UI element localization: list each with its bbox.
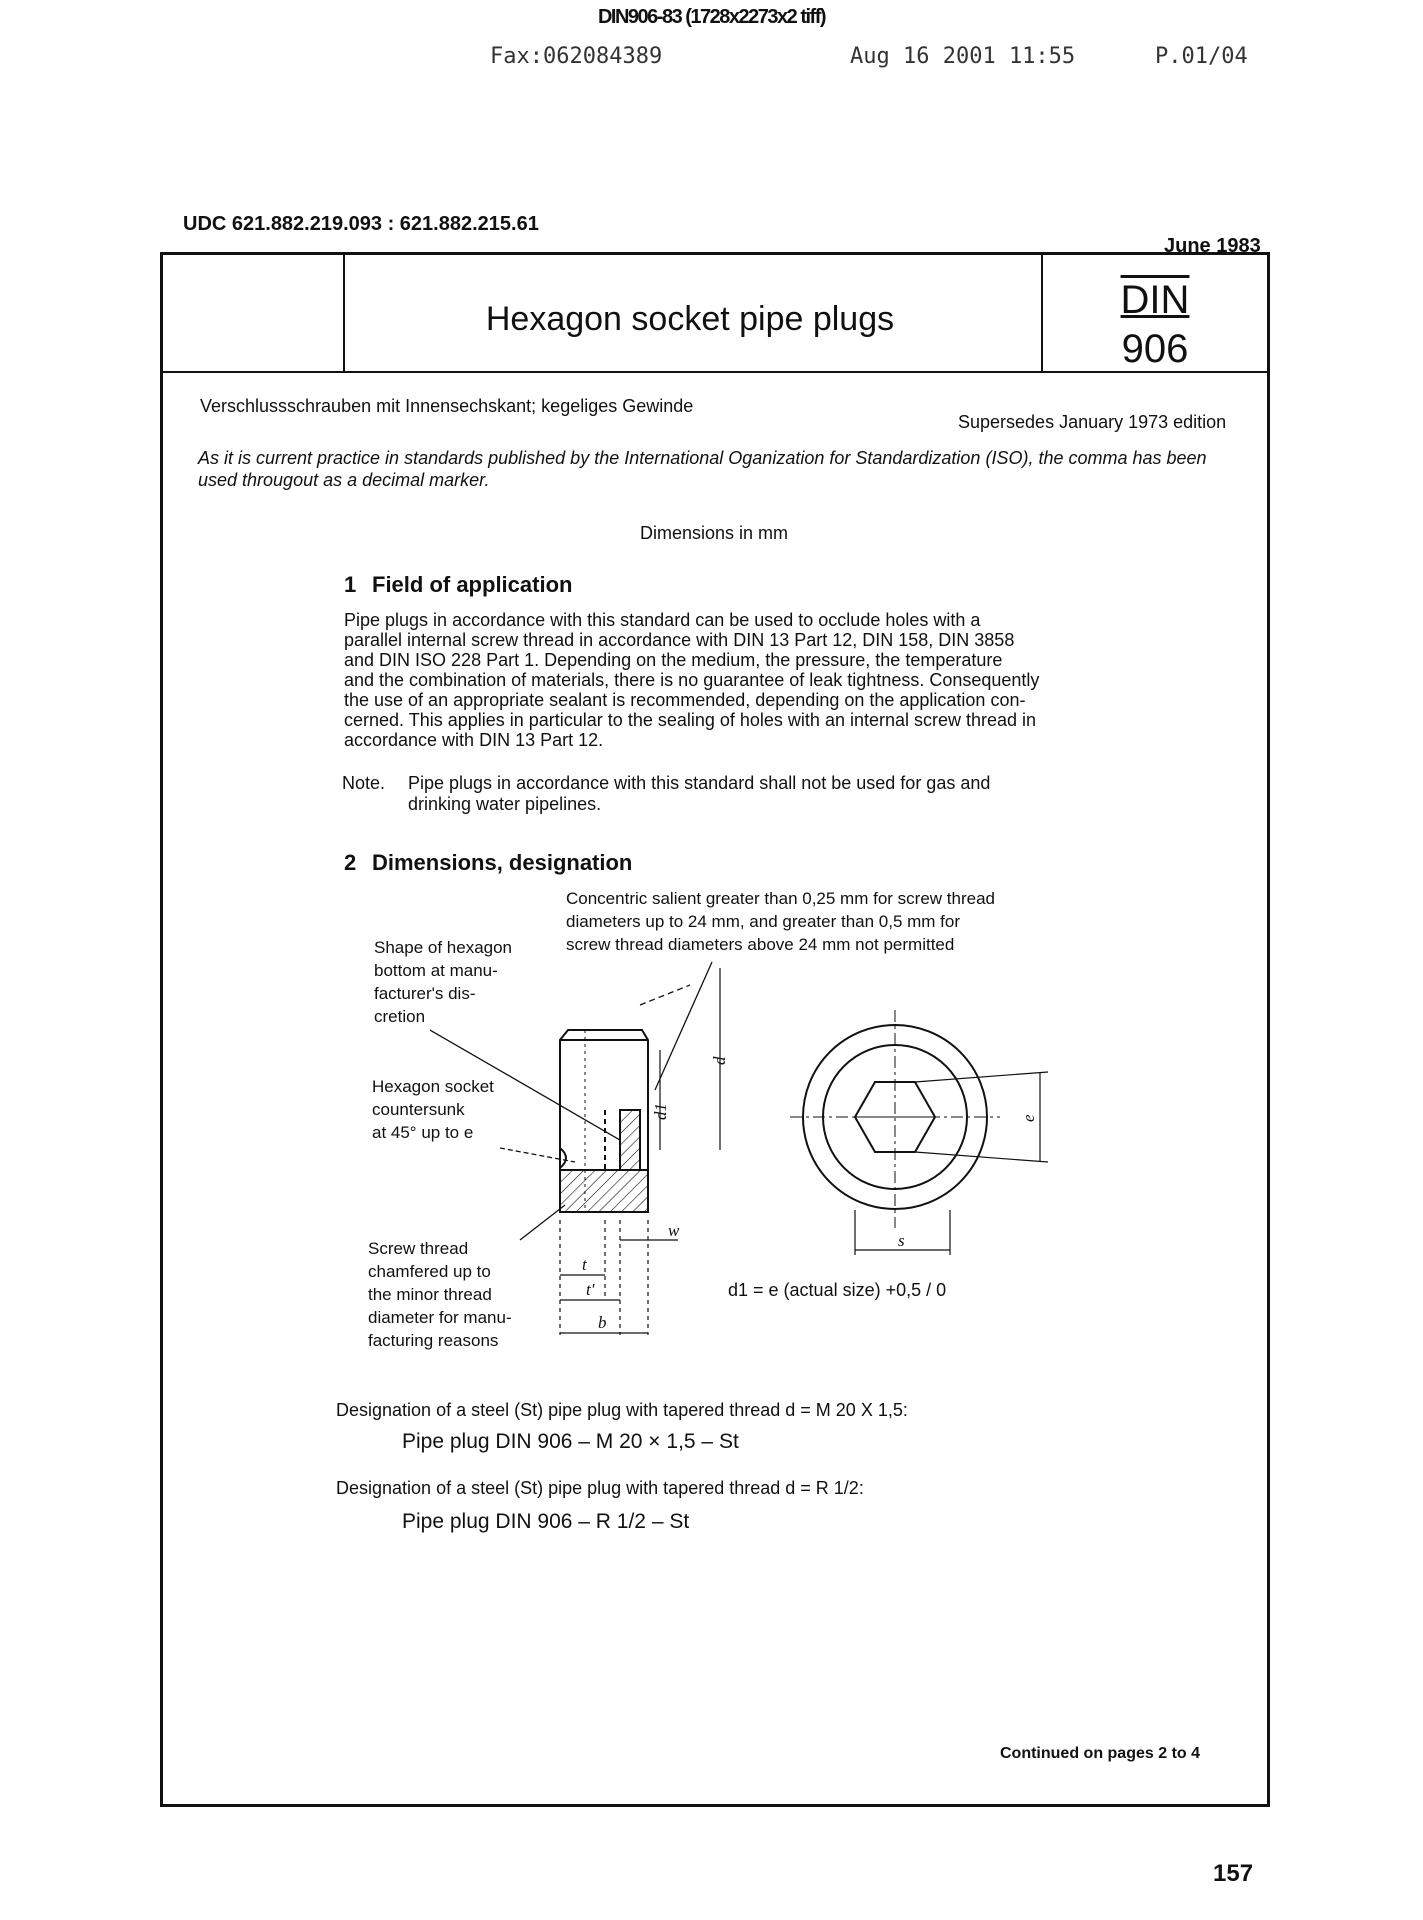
fax-page: P.01/04 bbox=[1155, 44, 1248, 69]
file-header: DIN906-83 (1728x2273x2 tiff) bbox=[597, 6, 826, 28]
ext-e-top bbox=[915, 1072, 1048, 1082]
concentric-line: Concentric salient greater than 0,25 mm for screw thread bbox=[566, 889, 995, 908]
supersedes-note: Supersedes January 1973 edition bbox=[958, 412, 1227, 432]
shape-hex-line: facturer's dis- bbox=[374, 984, 476, 1003]
iso-decimal-note: As it is current practice in standards published by the International Oganization for Standardization (ISO), the comma has been used througout as a decimal marker. bbox=[198, 448, 1207, 490]
section1-line: and the combination of materials, there is no guarantee of leak tightness. Consequently bbox=[344, 670, 1040, 690]
document-title: Hexagon socket pipe plugs bbox=[485, 300, 895, 338]
label-b: b bbox=[598, 1313, 607, 1332]
section1-line: cerned. This applies in particular to the sealing of holes with an internal screw thread in bbox=[344, 710, 1037, 730]
section2-number: 2 bbox=[344, 850, 357, 875]
section1-title: Field of application bbox=[372, 572, 573, 597]
din-logo-word: DIN bbox=[1120, 278, 1190, 322]
top-view bbox=[790, 1010, 1000, 1228]
screw-thread-line: the minor thread bbox=[368, 1285, 492, 1304]
dimensions-note: Dimensions in mm bbox=[640, 523, 789, 543]
edition-date: June 1983 bbox=[1164, 235, 1261, 257]
note-line-1: Pipe plugs in accordance with this standard shall not be used for gas and bbox=[408, 773, 991, 793]
screw-thread-line: diameter for manu- bbox=[368, 1308, 512, 1327]
fax-number: Fax:062084389 bbox=[490, 44, 663, 69]
side-view bbox=[560, 1030, 648, 1212]
section1-line: and DIN ISO 228 Part 1. Depending on the medium, the pressure, the temperature bbox=[344, 650, 1003, 670]
section1-line: Pipe plugs in accordance with this standard can be used to occlude holes with a bbox=[344, 610, 981, 630]
designation1-example: Pipe plug DIN 906 – M 20 × 1,5 – St bbox=[402, 1430, 739, 1453]
leader-screw-thread bbox=[520, 1205, 565, 1240]
designation2-caption: Designation of a steel (St) pipe plug with tapered thread d = R 1/2: bbox=[336, 1478, 864, 1498]
designation2-example: Pipe plug DIN 906 – R 1/2 – St bbox=[402, 1510, 690, 1533]
din-number: 906 bbox=[1121, 327, 1189, 371]
hex-socket-line: countersunk bbox=[372, 1100, 465, 1119]
section1-line: parallel internal screw thread in accordance with DIN 13 Part 12, DIN 158, DIN 3858 bbox=[344, 630, 1015, 650]
shape-hex-line: Shape of hexagon bbox=[374, 938, 513, 957]
label-w: w bbox=[668, 1221, 680, 1240]
concentric-line: screw thread diameters above 24 mm not permitted bbox=[566, 935, 955, 954]
leader-shape-hex bbox=[430, 1030, 620, 1140]
screw-thread-line: chamfered up to bbox=[368, 1262, 491, 1281]
hex-socket-line: at 45° up to e bbox=[372, 1123, 474, 1142]
section1-line: accordance with DIN 13 Part 12. bbox=[344, 730, 604, 750]
label-t: t bbox=[582, 1255, 587, 1274]
screw-thread-line: facturing reasons bbox=[368, 1331, 499, 1350]
leader-concentric-dash bbox=[640, 985, 690, 1005]
designation1-caption: Designation of a steel (St) pipe plug with tapered thread d = M 20 X 1,5: bbox=[336, 1400, 908, 1420]
leader-concentric bbox=[655, 962, 712, 1090]
ext-e-bottom bbox=[915, 1152, 1048, 1162]
label-e: e bbox=[1019, 1114, 1038, 1122]
fax-datetime: Aug 16 2001 11:55 bbox=[850, 44, 1076, 69]
shape-hex-line: bottom at manu- bbox=[374, 961, 498, 980]
label-d1: d1 bbox=[651, 1103, 670, 1120]
socket-hatched-wall bbox=[620, 1110, 640, 1170]
continued-note: Continued on pages 2 to 4 bbox=[1000, 1745, 1201, 1762]
top-view-dims bbox=[855, 1072, 1048, 1255]
note-label: Note. bbox=[342, 773, 386, 793]
leader-hex-socket bbox=[500, 1148, 575, 1162]
label-d: d bbox=[710, 1056, 729, 1065]
page-number: 157 bbox=[1213, 1860, 1254, 1887]
screw-thread-line: Screw thread bbox=[368, 1239, 469, 1258]
section1-line: the use of an appropriate sealant is recommended, depending on the application con- bbox=[344, 690, 1026, 710]
label-s: s bbox=[898, 1231, 905, 1250]
section2-title: Dimensions, designation bbox=[372, 850, 633, 875]
udc-code: UDC 621.882.219.093 : 621.882.215.61 bbox=[183, 213, 539, 235]
note-line-2: drinking water pipelines. bbox=[408, 794, 602, 814]
d1-formula bbox=[728, 1280, 946, 1301]
section1-number: 1 bbox=[344, 572, 357, 597]
label-t-prime: t' bbox=[586, 1280, 595, 1299]
hex-socket-line: Hexagon socket bbox=[372, 1077, 494, 1096]
concentric-line: diameters up to 24 mm, and greater than 0,5 mm for bbox=[566, 912, 961, 931]
d1-formula-text: d1 = e (actual size) +0,5 / 0 bbox=[728, 1280, 947, 1300]
german-subtitle: Verschlussschrauben mit Innensechskant; kegeliges Gewinde bbox=[200, 396, 694, 416]
shape-hex-line: cretion bbox=[374, 1007, 426, 1026]
plug-hatched-base bbox=[560, 1170, 648, 1212]
